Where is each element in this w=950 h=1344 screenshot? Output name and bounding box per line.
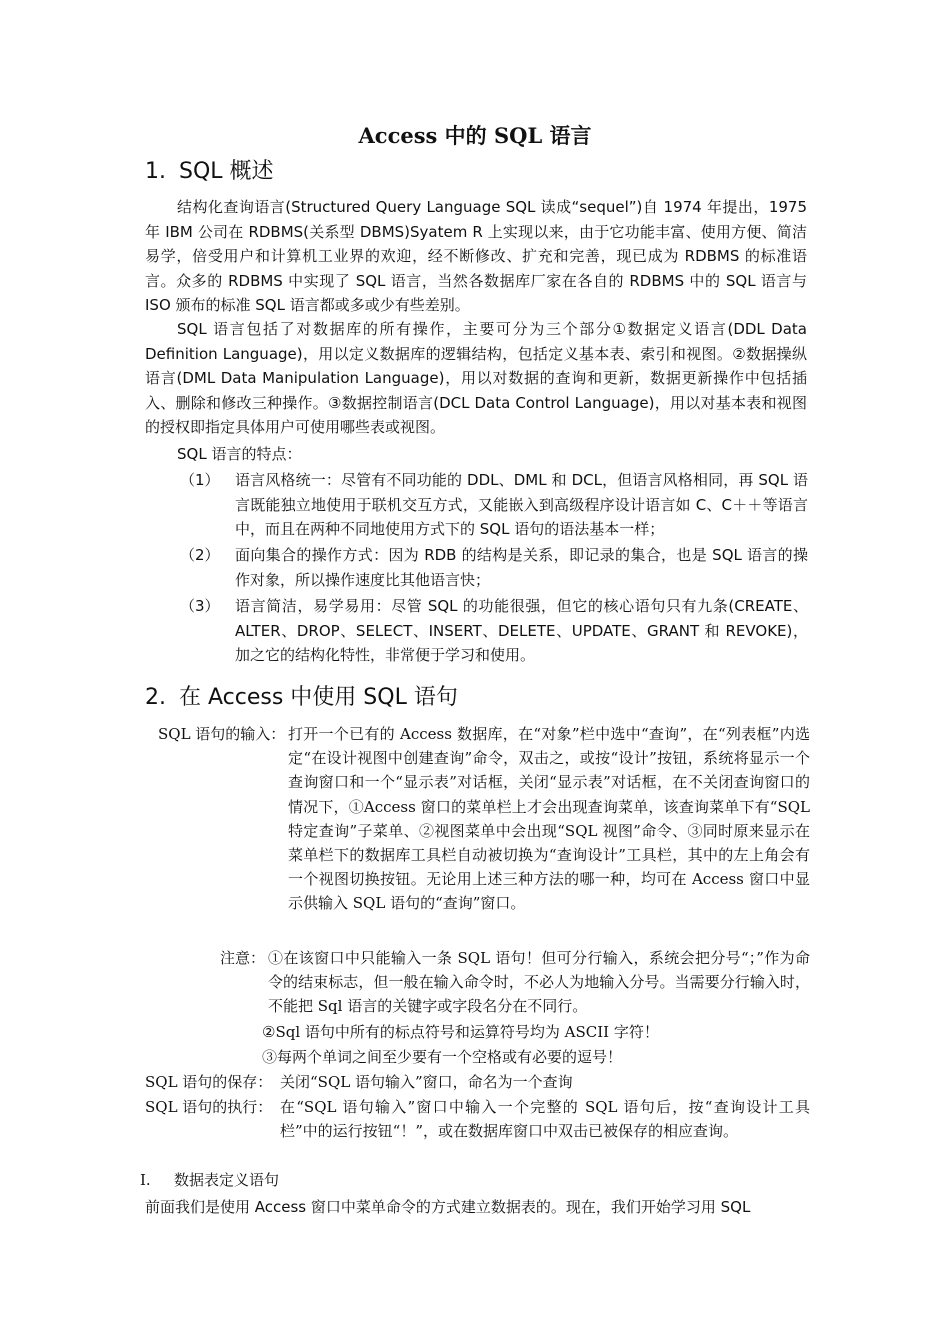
subsection-paragraph: 前面我们是使用 Access 窗口中菜单命令的方式建立数据表的。现在，我们开始学习用 SQL <box>145 1198 751 1216</box>
feature-item-2 <box>180 543 808 592</box>
note-1: ①在该窗口中只能输入一条 SQL 语句！但可分行输入，系统会把分号“；”作为命令的结束标志，但一般在输入命令时，不必人为地输入分号。当需要分行输入时，不能把 Sql 语言的关键字或字段名分在不同行。 <box>268 949 810 1016</box>
section-1-paragraph-2: SQL 语言包括了对数据库的所有操作，主要可分为三个部分①数据定义语言(DDL Data Definition Language)，用以定义数据库的逻辑结构，包括定义基本表、索引和视图。②数据操纵语言(DML Data Manipulation Language)，用以对数据的查询和更新，数据更新操作中包括插入、删除和修改三种操作。③数据控制语言(DCL Data Control Language)，用以对基本表和视图的授权即指定具体用户可使用哪些表或视图。 <box>145 320 807 437</box>
sql-input-text: 打开一个已有的 Access 数据库，在“对象”栏中选中“查询”，在“列表框”内选定“在设计视图中创建查询”命令，双击之，或按“设计”按钮，系统将显示一个查询窗口和一个“显示表”对话框，关闭“显示表”对话框，在不关闭查询窗口的情况下，①Access 窗口的菜单栏上才会出现查询菜单，该查询菜单下有“SQL 特定查询”子菜单、②视图菜单中会出现“SQL 视图”命令、③同时原来显示在菜单栏下的数据库工具栏自动被切换为“查询设计”工具栏，其中的左上角会有一个视图切换按钮。无论用上述三种方法的哪一种，均可在 Access 窗口中显示供输入 SQL 语句的“查询”窗口。 <box>288 725 810 913</box>
sql-save-text: 关闭“SQL 语句输入”窗口，命名为一个查询 <box>280 1073 573 1091</box>
note-block <box>220 946 810 1019</box>
features-intro: SQL 语言的特点： <box>177 445 302 463</box>
feature-item-1 <box>180 468 808 542</box>
section-2-heading <box>145 683 458 713</box>
note-3: ③每两个单词之间至少要有一个空格或有必要的逗号！ <box>262 1048 623 1066</box>
subsection-heading <box>140 1168 279 1192</box>
note-3-line <box>262 1045 810 1069</box>
feature-text: 面向集合的操作方式：因为 RDB 的结构是关系，即记录的集合，也是 SQL 语言的操作对象，所以操作速度比其他语言快； <box>235 546 808 589</box>
note-label: 注意： <box>220 949 266 967</box>
feature-text: 语言简洁，易学易用：尽管 SQL 的功能很强，但它的核心语句只有九条(CREATE、ALTER、DROP、SELECT、INSERT、DELETE、UPDATE、GRANT 和 REVOKE)，加之它的结构化特性，非常便于学习和使用。 <box>235 597 808 665</box>
sql-exec-label: SQL 语句的执行： <box>145 1098 273 1116</box>
sql-exec-block <box>145 1095 810 1143</box>
sql-exec-text: 在“SQL 语句输入”窗口中输入一个完整的 SQL 语句后，按“查询设计工具栏”中的运行按钮“！”，或在数据库窗口中双击已被保存的相应查询。 <box>280 1098 810 1141</box>
feature-item-3 <box>180 594 808 668</box>
subsection-number: I. <box>140 1171 151 1189</box>
sql-input-label: SQL 语句的输入： <box>158 725 286 743</box>
sql-save-label: SQL 语句的保存： <box>145 1073 273 1091</box>
section-2-number: 2. <box>145 685 166 710</box>
note-2: ②Sql 语句中所有的标点符号和运算符号均为 ASCII 字符！ <box>262 1023 659 1041</box>
section-1-heading <box>145 157 274 187</box>
sql-save-block <box>145 1070 810 1094</box>
section-1-paragraph-1: 结构化查询语言(Structured Query Language SQL 读成“sequel”)自 1974 年提出，1975 年 IBM 公司在 RDBMS(关系型 DBMS)Syatem R 上实现以来，由于它功能丰富、使用方便、简洁易学，倍受用户和计算机工业界的欢迎，经不断修改、扩充和完善，现已成为 RDBMS 的标准语言。众多的 RDBMS 中实现了 SQL 语言，当然各数据库厂家在各自的 RDBMS 中的 SQL 语言与 ISO 颁布的标准 SQL 语言都或多或少有些差别。 <box>145 198 807 315</box>
section-2-title: 在 Access 中使用 SQL 语句 <box>179 685 458 710</box>
feature-number: （3） <box>180 597 220 615</box>
sql-input-block <box>158 722 810 916</box>
note-2-line <box>262 1020 810 1044</box>
section-1-title: SQL 概述 <box>179 159 274 184</box>
feature-number: （2） <box>180 546 220 564</box>
feature-number: （1） <box>180 471 220 489</box>
section-1-number: 1. <box>145 159 166 184</box>
feature-text: 语言风格统一：尽管有不同功能的 DDL、DML 和 DCL，但语言风格相同，再 SQL 语言既能独立地使用于联机交互方式，又能嵌入到高级程序设计语言如 C、C＋＋等语言中，而且在两种不同地使用方式下的 SQL 语句的语法基本一样； <box>235 471 808 539</box>
subsection-title: 数据表定义语句 <box>174 1171 280 1189</box>
document-title: Access 中的 SQL 语言 <box>358 123 592 148</box>
